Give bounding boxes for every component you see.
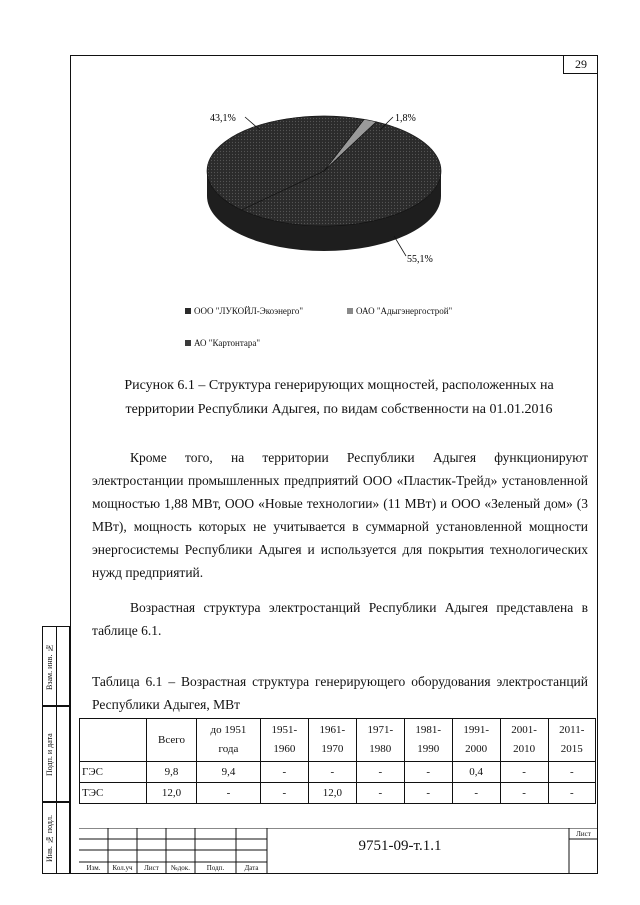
header-cell: 1991- 2000	[452, 719, 500, 762]
header-cell: 1951- 1960	[260, 719, 308, 762]
age-structure-table	[79, 718, 596, 804]
legend-item-adygenergostroy	[347, 306, 452, 316]
document-number: 9751-09-т.1.1	[358, 838, 442, 854]
paragraph-1-text: Кроме того, на территории Республики Адыгея функционируют электростанции промышленных предприятий ООО «Пластик-Трейд» установленной мощностью 1,88 МВт, ООО «Новые технологии» (11 МВт) и ООО «Зеленый дом» (3 МВт), мощность которых не учитывается в суммарной установленной мощности энергосистемы Республики Адыгея и используется для покрытия технологических нужд предприятий.	[92, 450, 588, 580]
table-row	[80, 762, 596, 783]
table-cell: -	[308, 762, 356, 783]
side-block-signature	[42, 706, 70, 802]
page-number: 29	[563, 55, 598, 74]
legend-label: ООО "ЛУКОЙЛ-Экоэнерго"	[194, 306, 304, 316]
pie-label-adygenergostroy: 55,1%	[407, 254, 433, 265]
side-block-inventory	[42, 802, 70, 874]
side-label-inventory: Инв. № подл.	[45, 815, 54, 863]
stamp-label-izm: Изм.	[86, 864, 101, 872]
table-cell: -	[260, 762, 308, 783]
pie-label-lukoil: 43,1%	[210, 113, 236, 124]
paragraph-2-text: Возрастная структура электростанций Республики Адыгея представлена в таблице 6.1.	[92, 600, 588, 638]
table-cell: ТЭС	[80, 783, 147, 804]
stamp-sheet-label: Лист	[576, 830, 591, 838]
stamp-label-kol: Кол.уч	[112, 864, 133, 872]
legend-swatch	[185, 340, 191, 346]
header-cell: Всего	[147, 719, 197, 762]
header-cell: до 1951 года	[197, 719, 261, 762]
stamp-label-data: Дата	[244, 864, 259, 872]
stamp-label-doc: №док.	[171, 864, 190, 872]
caption-line-2: территории Республики Адыгея, по видам собственности на 01.01.2016	[125, 402, 553, 417]
table-caption: Таблица 6.1 – Возрастная структура генерирующего оборудования электростанций Республики Адыгея, МВт	[92, 674, 588, 712]
table-cell: 12,0	[147, 783, 197, 804]
header-cell: 2001- 2010	[500, 719, 548, 762]
pie-label-kartontara: 1,8%	[395, 113, 416, 124]
side-block-replacement	[42, 626, 70, 706]
stamp-label-podp: Подп.	[206, 864, 225, 872]
legend-swatch	[347, 308, 353, 314]
paragraph-2	[92, 596, 588, 642]
table-cell: 12,0	[308, 783, 356, 804]
table-cell: ГЭС	[80, 762, 147, 783]
table-cell: 9,8	[147, 762, 197, 783]
table-cell: 0,4	[452, 762, 500, 783]
legend-label: ОАО "Адыгэнергострой"	[356, 306, 453, 316]
table-cell: -	[404, 762, 452, 783]
table-cell: -	[500, 783, 548, 804]
table-row	[80, 783, 596, 804]
table-cell: -	[452, 783, 500, 804]
caption-line-1: Рисунок 6.1 – Структура генерирующих мощностей, расположенных на	[124, 378, 554, 393]
pie-chart	[0, 0, 640, 360]
table-cell: -	[404, 783, 452, 804]
legend-label: АО "Картонтара"	[194, 338, 261, 348]
table-cell: -	[356, 783, 404, 804]
header-cell: 1971- 1980	[356, 719, 404, 762]
table-cell: -	[260, 783, 308, 804]
header-cell: 1981- 1990	[404, 719, 452, 762]
table-cell: -	[548, 783, 595, 804]
header-cell: 2011- 2015	[548, 719, 595, 762]
table-cell: -	[197, 783, 261, 804]
table-cell: -	[500, 762, 548, 783]
header-cell: 1961- 1970	[308, 719, 356, 762]
legend-swatch	[185, 308, 191, 314]
figure-caption	[98, 374, 580, 422]
table-cell: -	[548, 762, 595, 783]
table-header-row	[80, 719, 596, 762]
side-label-replacement: Взам. инв. №	[45, 643, 54, 691]
table-cell: 9,4	[197, 762, 261, 783]
legend-item-kartontara	[185, 338, 260, 348]
paragraph-1	[92, 446, 588, 584]
side-label-signature: Подп. и дата	[45, 733, 54, 777]
table-cell: -	[356, 762, 404, 783]
header-cell	[80, 719, 147, 762]
stamp-label-list: Лист	[144, 864, 159, 872]
legend-item-lukoil	[185, 306, 303, 316]
